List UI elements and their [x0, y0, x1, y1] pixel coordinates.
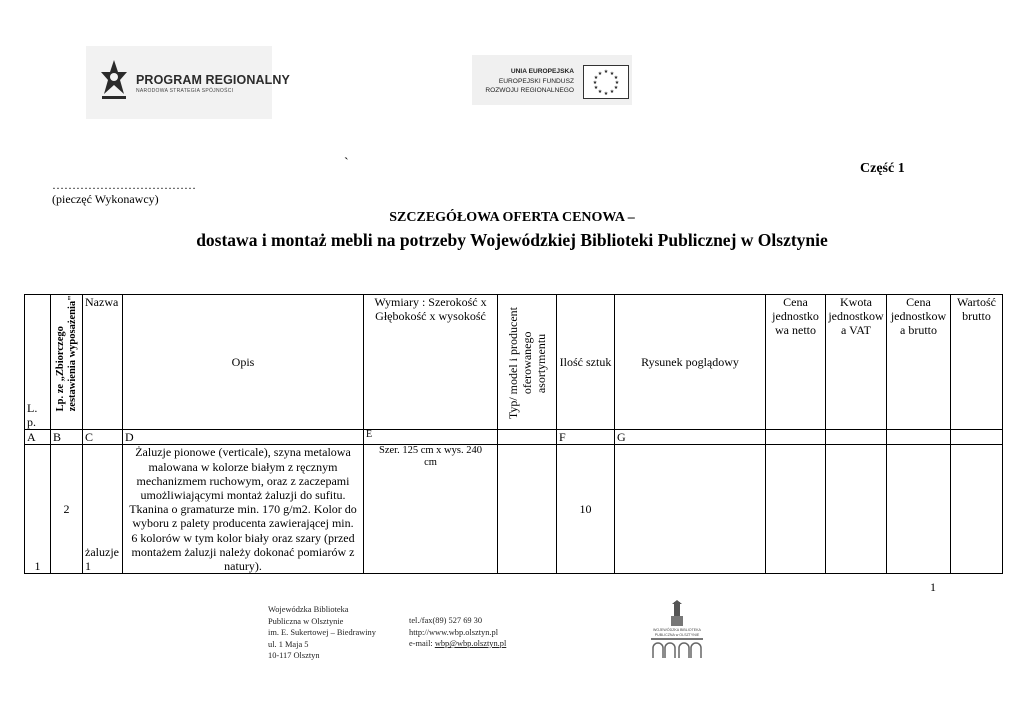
header-lp-zb-line2: zestawienia wyposażenia": [66, 295, 78, 412]
logo-left-title: PROGRAM REGIONALNY: [136, 73, 290, 87]
header-typ-line3: asortymentu: [534, 333, 548, 393]
eu-line3: ROZWOJU REGIONALNEGO: [485, 87, 574, 94]
svg-text:★: ★: [603, 91, 609, 97]
footer-line: Publiczna w Olsztynie: [268, 616, 344, 626]
offer-table: [24, 294, 1003, 574]
page-number: 1: [930, 580, 936, 594]
eu-logo: [472, 55, 632, 105]
eu-line1: UNIA EUROPEJSKA: [510, 68, 574, 75]
svg-text:★: ★: [593, 75, 599, 81]
footer-line: im. E. Sukertowej – Biedrawiny: [268, 628, 376, 637]
svg-text:★: ★: [597, 71, 603, 77]
svg-text:★: ★: [597, 89, 603, 95]
row-ilosc: 10: [557, 445, 615, 574]
letters-row: [25, 430, 1003, 445]
table-row: [25, 445, 1003, 574]
footer-www[interactable]: http://www.wbp.olsztyn.pl: [409, 627, 499, 637]
library-logo-line2: PUBLICZNA w OLSZTYNIE: [654, 633, 700, 637]
logo-left-subtitle: NARODOWA STRATEGIA SPÓJNOŚCI: [136, 88, 234, 94]
footer-line: ul. 1 Maja 5: [268, 639, 309, 649]
svg-text:★: ★: [613, 85, 619, 91]
row-nazwa: żaluzje 1: [83, 445, 123, 574]
header-row: [25, 295, 1003, 430]
letter-d: D: [123, 430, 364, 445]
document-title: SZCZEGÓŁOWA OFERTA CENOWA –: [389, 210, 635, 225]
header-typ: [498, 295, 557, 430]
header-lp-zestawienia: [51, 295, 83, 430]
header-rysunek: Rysunek poglądowy: [615, 295, 766, 430]
stamp-dots: ………………………………: [52, 178, 196, 192]
library-logo: [645, 600, 709, 660]
row-opis: Żaluzje pionowe (verticale), szyna metalowa malowana w kolorze białym z ręcznym mechanizmem ruchowym, oraz z zaczepami umożliwiającymi montaż żaluzji do sufitu. Tkanina o gramaturze min. 170 g/m2. Kolor do wyboru z palety producenta zawierającej min. 6 kolorów w tym kolor biały oraz szary (przed montażem żaluzji należy dokonać pomiarów z natury).: [123, 445, 364, 574]
footer-line: Wojewódzka Biblioteka: [268, 605, 349, 614]
letter-e: E: [364, 430, 498, 445]
letter-c: C: [83, 430, 123, 445]
footer-tel: tel./fax(89) 527 69 30: [409, 616, 483, 625]
header-wartosc: Wartość brutto: [951, 295, 1003, 430]
header-ilosc: Ilość sztuk: [557, 295, 615, 430]
footer-email-line: [409, 638, 506, 650]
footer-address: [268, 604, 376, 662]
header-typ-line2: oferowanego: [520, 331, 534, 395]
row-lp: 1: [25, 445, 51, 574]
part-label: Część 1: [860, 161, 905, 176]
header-cena-brutto: Cena jednostkow a brutto: [887, 295, 951, 430]
svg-text:★: ★: [609, 71, 615, 77]
header-lp: L. p.: [25, 295, 51, 430]
svg-text:★: ★: [613, 75, 619, 81]
contractor-stamp-label: (pieczęć Wykonawcy): [52, 192, 159, 206]
row-cena-netto: [766, 445, 826, 574]
stray-mark: `: [344, 156, 349, 171]
letter-g: G: [615, 430, 766, 445]
header-nazwa: Nazwa: [83, 295, 123, 430]
footer-email-link[interactable]: wbp@wbp.olsztyn.pl: [434, 639, 507, 648]
footer-email-label: e-mail:: [409, 639, 435, 648]
library-logo-line1: WOJEWÓDZKA BIBLIOTEKA: [653, 628, 701, 632]
header-cena-netto: Cena jednostko wa netto: [766, 295, 826, 430]
svg-text:★: ★: [609, 89, 615, 95]
footer-line: 10-117 Olsztyn: [268, 651, 320, 660]
svg-text:★: ★: [592, 80, 598, 86]
document-subtitle: dostawa i montaż mebli na potrzeby Wojewódzkiej Biblioteki Publicznej w Olsztynie: [196, 230, 828, 250]
footer-contact: [409, 615, 506, 650]
header-lp-zb-line1: Lp. ze „Zbiorczego: [54, 326, 66, 412]
header-typ-line1: Typ/ model i producent: [506, 307, 520, 420]
header-kwota-vat: Kwota jednostkow a VAT: [826, 295, 887, 430]
program-regionalny-logo: [86, 46, 290, 119]
row-lp-zestawienia: 2: [51, 445, 83, 574]
svg-text:★: ★: [603, 69, 609, 75]
library-logo-text: [645, 628, 709, 638]
row-typ: [498, 445, 557, 574]
svg-text:★: ★: [614, 80, 620, 86]
row-kwota-vat: [826, 445, 887, 574]
row-wymiary: Szer. 125 cm x wys. 240 cm: [364, 445, 498, 574]
letter-a: A: [25, 430, 51, 445]
row-rysunek: [615, 445, 766, 574]
row-wartosc: [951, 445, 1003, 574]
svg-text:★: ★: [593, 85, 599, 91]
letter-b: B: [51, 430, 83, 445]
row-cena-brutto: [887, 445, 951, 574]
header-wymiary: Wymiary : Szerokość x Głębokość x wysokość: [364, 295, 498, 430]
letter-f: F: [557, 430, 615, 445]
eu-flag-icon: [583, 65, 629, 99]
eu-line2: EUROPEJSKI FUNDUSZ: [498, 78, 574, 85]
header-opis: Opis: [123, 295, 364, 430]
star-emblem-icon: [100, 58, 128, 102]
